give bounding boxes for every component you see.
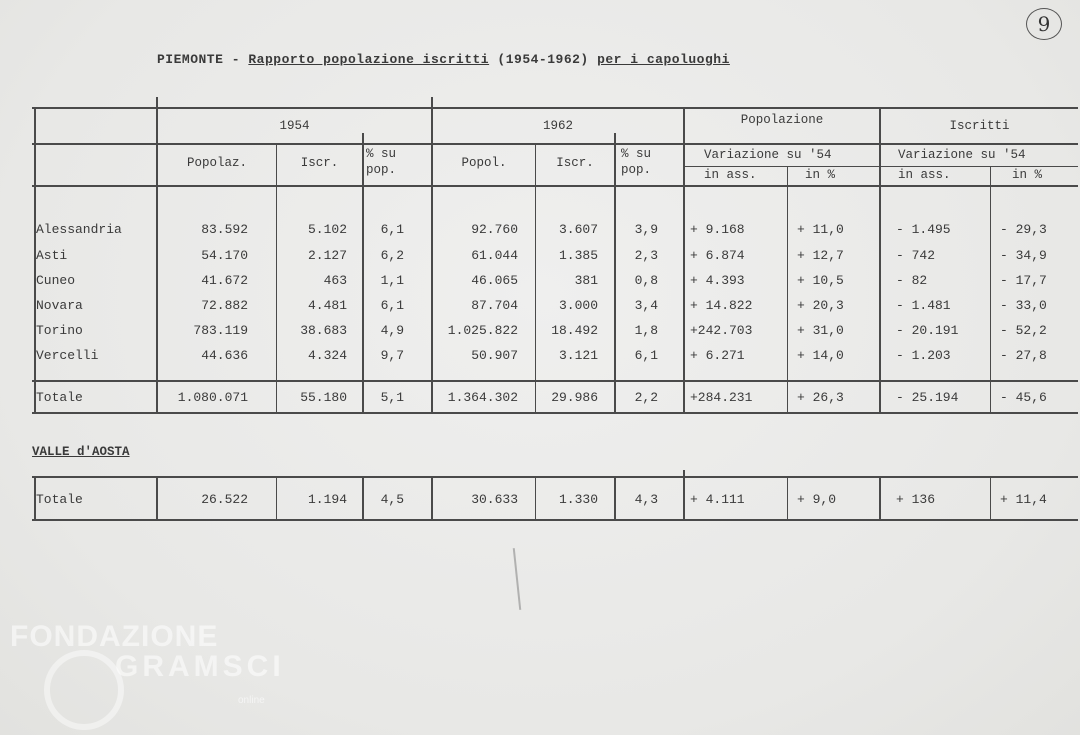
table-row-name: Novara [36, 298, 83, 313]
col-rule [787, 476, 788, 521]
header-variazione-iscr: Variazione su '54 [898, 148, 1026, 162]
table-row-pct62: 3,4 [634, 298, 658, 313]
header-in-pct-iscr: in % [1012, 168, 1043, 182]
header-in-pct-pop: in % [805, 168, 836, 182]
aosta-total-row-pop54: 26.522 [201, 492, 248, 507]
title-scope: per i capoluoghi [597, 52, 730, 67]
section-valle-aosta: VALLE d'AOSTA [32, 445, 130, 459]
table-row-name: Alessandria [36, 222, 122, 237]
col-rule [34, 476, 36, 521]
table-row-name: Torino [36, 323, 83, 338]
table-row-vi-abs: - 82 [896, 273, 928, 288]
table-row-name: Asti [36, 248, 68, 263]
table-row-vp-abs: + 6.874 [690, 248, 745, 263]
table-row-pct54: 4,9 [380, 323, 404, 338]
document-title [157, 52, 730, 67]
aosta-top-rule [32, 476, 1078, 478]
table-row-isc62: 3.000 [558, 298, 598, 313]
table-row-pct62: 3,9 [634, 222, 658, 237]
total-row-isc62: 29.986 [551, 390, 598, 405]
col-rule [362, 476, 364, 521]
table-row-pct62: 0,8 [634, 273, 658, 288]
header-iscr-1962: Iscr. [556, 156, 594, 170]
aosta-total-row-vi-pct: + 11,4 [1000, 492, 1047, 507]
header-iscritti: Iscritti [949, 119, 1010, 133]
table-row-vp-pct: + 20,3 [797, 298, 844, 313]
table-row-pop62: 1.025.822 [447, 323, 518, 338]
table-row-vp-pct: + 12,7 [797, 248, 844, 263]
col-rule [787, 166, 788, 414]
page-number: 9 [1026, 8, 1062, 40]
aosta-total-row-pop62: 30.633 [471, 492, 518, 507]
aosta-bottom-rule [32, 519, 1078, 521]
header-popol: Popol. [461, 156, 507, 170]
watermark-online: online [238, 695, 265, 706]
table-row-pct62: 6,1 [634, 348, 658, 363]
table-row-vi-pct: - 27,8 [1000, 348, 1047, 363]
col-rule [431, 476, 433, 521]
table-row-isc54: 4.481 [307, 298, 347, 313]
table-row-pop62: 61.044 [471, 248, 518, 263]
aosta-total-row-pct62: 4,3 [634, 492, 658, 507]
table-row-isc62: 381 [574, 273, 598, 288]
total-bottom-rule [32, 412, 1078, 414]
total-row-vp-pct: + 26,3 [797, 390, 844, 405]
table-row-vi-pct: - 52,2 [1000, 323, 1047, 338]
table-row-isc54: 38.683 [300, 323, 347, 338]
table-row-vp-pct: + 14,0 [797, 348, 844, 363]
table-row-pop54: 54.170 [201, 248, 248, 263]
total-row-pct54: 5,1 [380, 390, 404, 405]
table-row-isc54: 4.324 [307, 348, 347, 363]
table-row-pop62: 46.065 [471, 273, 518, 288]
aosta-total-row-vp-pct: + 9,0 [797, 492, 837, 507]
watermark-line1: FONDAZIONE [10, 620, 219, 653]
col-rule [990, 476, 991, 521]
total-row-vi-pct: - 45,6 [1000, 390, 1047, 405]
header-pct-pop-1954: % su pop. [366, 147, 397, 177]
table-row-pct62: 2,3 [634, 248, 658, 263]
table-row-vi-pct: - 17,7 [1000, 273, 1047, 288]
header-iscr-1954: Iscr. [300, 156, 339, 170]
header-in-ass-iscr: in ass. [898, 168, 951, 182]
col-rule [683, 470, 685, 521]
table-row-vp-pct: + 11,0 [797, 222, 844, 237]
total-row-pop62: 1.364.302 [447, 390, 518, 405]
table-row-vp-pct: + 31,0 [797, 323, 844, 338]
table-row-vp-abs: + 4.393 [690, 273, 745, 288]
table-row-pop54: 783.119 [193, 323, 248, 338]
table-row-isc54: 463 [323, 273, 347, 288]
col-rule [535, 476, 536, 521]
table-row-vi-pct: - 33,0 [1000, 298, 1047, 313]
table-row-vp-abs: + 6.271 [690, 348, 745, 363]
table-row-pct54: 6,1 [380, 298, 404, 313]
header-rule [32, 143, 1078, 145]
table-row-pop54: 72.882 [201, 298, 248, 313]
aosta-total-row-isc54: 1.194 [307, 492, 347, 507]
table-row-isc62: 1.385 [558, 248, 598, 263]
table-row-vp-abs: + 14.822 [690, 298, 753, 313]
table-row-pct54: 6,2 [380, 248, 404, 263]
watermark [10, 620, 285, 684]
table-row-vi-pct: - 29,3 [1000, 222, 1047, 237]
table-row-pct54: 6,1 [380, 222, 404, 237]
table-row-pop62: 92.760 [471, 222, 518, 237]
header-bottom-rule [32, 185, 1078, 187]
col-rule [683, 107, 685, 414]
total-row-pct62: 2,2 [634, 390, 658, 405]
table-row-vi-abs: - 742 [896, 248, 936, 263]
title-region: PIEMONTE [157, 52, 224, 67]
table-row-vp-pct: + 10,5 [797, 273, 844, 288]
aosta-total-row-isc62: 1.330 [558, 492, 598, 507]
table-row-vp-abs: +242.703 [690, 323, 753, 338]
aosta-total-row-name: Totale [36, 492, 83, 507]
header-pct-pop-1962: % su pop. [621, 147, 652, 177]
total-row-vi-abs: - 25.194 [896, 390, 959, 405]
total-row-vp-abs: +284.231 [690, 390, 753, 405]
header-in-ass-pop: in ass. [704, 168, 757, 182]
table-row-vi-abs: - 20.191 [896, 323, 959, 338]
table-row-isc62: 3.121 [558, 348, 598, 363]
table-row-vi-pct: - 34,9 [1000, 248, 1047, 263]
table-row-vi-abs: - 1.203 [896, 348, 951, 363]
title-subject: Rapporto popolazione iscritti [248, 52, 490, 67]
total-top-rule [32, 380, 1078, 382]
col-rule [156, 476, 158, 521]
table-row-name: Cuneo [36, 273, 76, 288]
subheader-rule [684, 166, 1078, 167]
col-rule [614, 476, 616, 521]
table-row-isc54: 5.102 [307, 222, 347, 237]
table-row-isc62: 18.492 [551, 323, 598, 338]
table-row-vp-abs: + 9.168 [690, 222, 745, 237]
title-dash: - [231, 52, 241, 67]
total-row-isc54: 55.180 [300, 390, 347, 405]
table-row-name: Vercelli [36, 348, 99, 363]
table-row-isc62: 3.607 [558, 222, 598, 237]
pencil-mark [513, 548, 521, 610]
table-row-pct62: 1,8 [634, 323, 658, 338]
col-rule [990, 166, 991, 414]
table-row-pct54: 1,1 [380, 273, 404, 288]
total-row-pop54: 1.080.071 [177, 390, 248, 405]
header-popolaz: Popolaz. [186, 156, 247, 170]
table-top-rule [32, 107, 1078, 109]
table-row-pop62: 87.704 [471, 298, 518, 313]
table-row-pct54: 9,7 [380, 348, 404, 363]
table-row-vi-abs: - 1.495 [896, 222, 951, 237]
total-row-name: Totale [36, 390, 83, 405]
col-rule [879, 476, 881, 521]
col-rule [276, 476, 277, 521]
col-rule [879, 107, 881, 414]
header-1962: 1962 [542, 119, 573, 133]
title-years: (1954-1962) [497, 52, 589, 67]
header-variazione-pop: Variazione su '54 [704, 148, 832, 162]
aosta-total-row-vp-abs: + 4.111 [690, 492, 745, 507]
table-row-pop54: 44.636 [201, 348, 248, 363]
header-popolazione: Popolazione [740, 113, 824, 127]
table-row-pop54: 41.672 [201, 273, 248, 288]
table-row-pop62: 50.907 [471, 348, 518, 363]
aosta-total-row-pct54: 4,5 [380, 492, 404, 507]
table-row-pop54: 83.592 [201, 222, 248, 237]
watermark-line2: GRAMSCI [115, 650, 285, 683]
aosta-total-row-vi-abs: + 136 [896, 492, 936, 507]
table-row-vi-abs: - 1.481 [896, 298, 951, 313]
table-row-isc54: 2.127 [307, 248, 347, 263]
header-1954: 1954 [279, 119, 310, 133]
